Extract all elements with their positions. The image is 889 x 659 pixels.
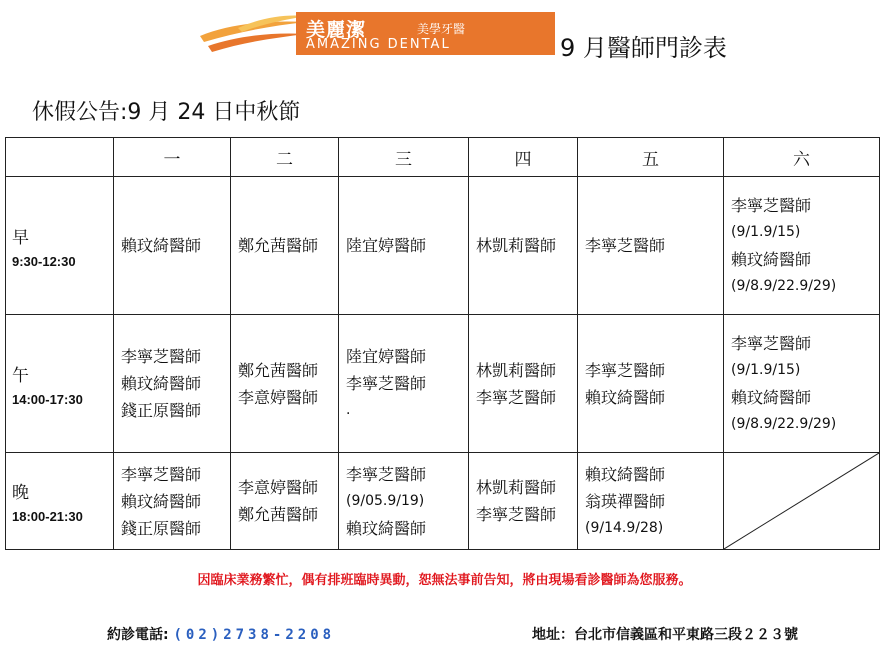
- logo-brand-name: 美麗潔: [306, 19, 367, 41]
- doctor-name: 林凱莉醫師: [476, 236, 557, 255]
- doctor-cell: [469, 453, 578, 550]
- doctor-cell: [231, 315, 339, 453]
- doctor-name: 錢正原醫師: [121, 518, 202, 538]
- doctor-name: 賴玟綺醫師: [585, 464, 666, 484]
- doctor-name: 李寧芝醫師: [346, 464, 427, 484]
- doctor-cell: [114, 453, 231, 550]
- doctor-name: 陸宜婷醫師: [346, 236, 427, 255]
- header-corner: [6, 138, 114, 177]
- day-header: 五: [578, 138, 724, 177]
- date-note: (9/1.9/15): [731, 223, 801, 240]
- day-header: 四: [469, 138, 578, 177]
- doctor-name: 林凱莉醫師: [476, 478, 557, 497]
- time-slot-hours: 18:00-21:30: [12, 509, 83, 524]
- schedule-change-warning: 因臨床業務繁忙，偶有排班臨時異動，恕無法事前告知，將由現場看診醫師為您服務。: [197, 573, 692, 588]
- doctor-name: 李寧芝醫師: [121, 464, 202, 484]
- time-slot-name: 早: [12, 227, 29, 248]
- date-note: (9/1.9/15): [731, 361, 801, 378]
- date-note: (9/8.9/22.9/29): [731, 415, 837, 432]
- doctor-name: 錢正原醫師: [121, 401, 202, 420]
- logo-swoosh-icon: [198, 12, 308, 55]
- schedule-row: [6, 177, 880, 315]
- doctor-cell: [231, 453, 339, 550]
- doctor-name: 鄭允茜醫師: [238, 360, 319, 380]
- doctor-name: 鄭允茜醫師: [238, 505, 319, 524]
- day-header: 二: [231, 138, 339, 177]
- doctor-name: 賴玟綺醫師: [731, 387, 812, 407]
- time-slot-name: 午: [12, 365, 29, 386]
- clinic-logo: [198, 12, 555, 55]
- doctor-name: 李寧芝醫師: [476, 505, 557, 524]
- doctor-cell: [339, 177, 469, 315]
- clinic-address: 地址：台北市信義區和平東路三段２２３號: [532, 627, 798, 643]
- doctor-name: 賴玟綺醫師: [731, 249, 812, 269]
- doctor-name: 李意婷醫師: [238, 387, 319, 407]
- schedule-row: [6, 453, 880, 550]
- closed-cell: [724, 453, 880, 550]
- doctor-name: 李寧芝醫師: [585, 236, 666, 255]
- doctor-cell: [724, 177, 880, 315]
- header-row: [6, 138, 880, 177]
- doctor-name: 賴玟綺醫師: [121, 236, 202, 255]
- logo-brand-subtitle: 美學牙醫: [417, 22, 466, 36]
- doctor-name: 翁瑛禪醫師: [585, 491, 666, 511]
- doctor-name: 李寧芝醫師: [585, 360, 666, 380]
- doctor-cell: [578, 315, 724, 453]
- doctor-name: 李寧芝醫師: [476, 387, 557, 407]
- date-note: (9/8.9/22.9/29): [731, 277, 837, 294]
- doctor-name: 李寧芝醫師: [731, 195, 812, 215]
- day-header: 六: [724, 138, 880, 177]
- logo-banner: [296, 12, 555, 55]
- logo-brand-english: AMAZING DENTAL: [306, 37, 451, 52]
- time-slot-cell: [6, 453, 114, 550]
- phone-number[interactable]: (02)2738-2208: [173, 627, 336, 643]
- holiday-notice: 休假公告:9 月 24 日中秋節: [32, 100, 301, 125]
- date-note: (9/14.9/28): [585, 519, 664, 536]
- time-slot-cell: [6, 177, 114, 315]
- phone-label: 約診電話:: [107, 627, 169, 643]
- time-slot-hours: 9:30-12:30: [12, 253, 76, 269]
- page-title: 9 月醫師門診表: [560, 34, 727, 62]
- doctor-name: 李寧芝醫師: [121, 347, 202, 366]
- schedule-row: [6, 315, 880, 453]
- doctor-cell: [114, 177, 231, 315]
- doctor-cell: [469, 177, 578, 315]
- doctor-cell: [578, 453, 724, 550]
- time-slot-name: 晚: [12, 483, 29, 503]
- doctor-cell: [339, 315, 469, 453]
- doctor-name: 賴玟綺醫師: [121, 491, 202, 511]
- date-note: .: [346, 402, 351, 418]
- doctor-name: 李意婷醫師: [238, 478, 319, 497]
- time-slot-hours: 14:00-17:30: [12, 391, 83, 407]
- day-header: 三: [339, 138, 469, 177]
- doctor-cell: [114, 315, 231, 453]
- doctor-name: 林凱莉醫師: [476, 360, 557, 380]
- doctor-name: 陸宜婷醫師: [346, 347, 427, 366]
- booking-phone: [107, 624, 335, 644]
- doctor-name: 賴玟綺醫師: [121, 374, 202, 393]
- day-header: 一: [114, 138, 231, 177]
- time-slot-cell: [6, 315, 114, 453]
- date-note: (9/05.9/19): [346, 492, 425, 509]
- doctor-name: 賴玟綺醫師: [585, 387, 666, 407]
- schedule-table: [5, 137, 880, 550]
- doctor-cell: [578, 177, 724, 315]
- doctor-name: 鄭允茜醫師: [238, 236, 319, 255]
- doctor-cell: [724, 315, 880, 453]
- doctor-name: 李寧芝醫師: [346, 374, 427, 393]
- doctor-cell: [339, 453, 469, 550]
- doctor-cell: [231, 177, 339, 315]
- doctor-cell: [469, 315, 578, 453]
- closed-diagonal-icon: [724, 453, 879, 549]
- doctor-name: 賴玟綺醫師: [346, 518, 427, 538]
- doctor-name: 李寧芝醫師: [731, 333, 812, 353]
